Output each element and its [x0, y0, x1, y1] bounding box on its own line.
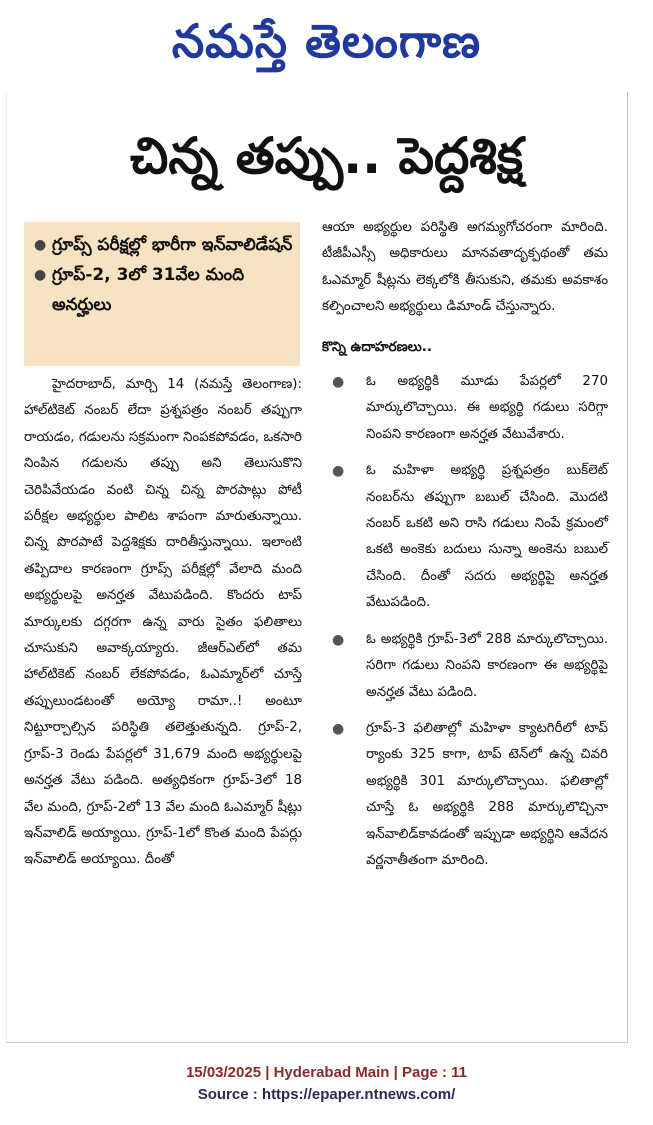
- list-item: [322, 369, 608, 448]
- bullet-icon: ●: [34, 237, 47, 253]
- highlight-item: [24, 230, 300, 260]
- body-paragraph: హైదరాబాద్, మార్చి 14 (నమస్తే తెలంగాణ): హాల్‌టికెట్ నంబర్ లేదా ప్రశ్నపత్రం నంబర్ తప్పుగా రాయడం, గడులను సక్రమంగా నింపకపోవడం, ఒకసారి నింపిన గడులను తప్పు అని తెలుసుకొని చెరిపివేయడం వంటి చిన్న చిన్న పొరపాట్లు పోటీ పరీక్షల అభ్యర్థుల పాలిట శాపంగా మారుతున్నాయి. చిన్న పొరపాటే పెద్దశిక్షకు దారితీస్తున్నాయి. ఇలాంటి తప్పిదాల కారణంగా గ్రూప్స్ పరీక్షల్లో వేలాది మంది అభ్యర్థులపై అనర్హత వేటుపడింది. కొందరు టాప్ మార్కులకు దగ్గరగా ఉన్న వారు సైతం ఫలితాలు చూసుకుని అవాక్కయ్యారు. జీఆర్‌ఎల్‌లో తమ హాల్‌టికెట్ నంబర్ లేకపోవడం, ఓఎమ్మార్‌లో చూస్తే తప్పులుండటంతో అయ్యో రామా..! అంటూ నిట్టూర్చాల్సిన పరిస్థితి తలెత్తుతున్నది. గ్రూప్-2, గ్రూప్-3 రెండు పేపర్లలో 31,679 మంది అభ్యర్థులపై అనర్హత వేటు పడింది. అత్యధికంగా గ్రూప్-3లో 18 వేల మంది, గ్రూప్-2లో 13 వేల మంది ఓఎమ్మార్ షీట్లు ఇన్‌వాలిడ్ అయ్యాయి. గ్రూప్-1లో కొంత మంది పేపర్లు ఇన్‌వాలిడ్ అయ్యాయి. దీంతో: [24, 377, 302, 868]
- highlights-box: [24, 222, 300, 366]
- list-item: [322, 716, 608, 874]
- bullet-icon: ●: [332, 463, 345, 480]
- examples-list: [322, 369, 608, 874]
- bullet-icon: ●: [34, 267, 47, 283]
- body-paragraph: ఆయా అభ్యర్థుల పరిస్థితి అగమ్యగోచరంగా మారింది. టీజీపీఎస్సీ అధికారులు మానవతాదృక్పథంతో తమ ఓఎమ్మార్ షీట్లను లెక్కలోకి తీసుకుని, తమకు అవకాశం కల్పించాలని అభ్యర్థులు డిమాండ్ చేస్తున్నారు.: [322, 220, 608, 315]
- bullet-icon: ●: [332, 374, 345, 391]
- highlight-text: గ్రూప్స్ పరీక్షల్లో భారీగా ఇన్‌వాలిడేషన్: [52, 235, 293, 255]
- source-link[interactable]: Source : https://epaper.ntnews.com/: [197, 1086, 456, 1103]
- masthead-logo: నమస్తే తెలంగాణ: [171, 14, 482, 68]
- examples-heading: కొన్ని ఉదాహరణలు..: [322, 339, 432, 355]
- article-body-left-column: [24, 372, 302, 874]
- list-item: [322, 627, 608, 706]
- article-headline: చిన్న తప్పు.. పెద్దశిక్ష: [130, 127, 523, 185]
- example-text: గ్రూప్-3 ఫలితాల్లో మహిళా క్యాటగిరీలో టాప్ ర్యాంకు 325 కాగా, టాప్ టెన్‌లో ఉన్న చివరి అభ్యర్థికి 301 మార్కులొచ్చాయి. ఫలితాల్లో చూస్తే ఓ అభ్యర్థికి 288 మార్కులొచ్చినా ఇన్‌వాలిడ్‌కావడంతో ఇప్పుడా అభ్యర్థిని ఆవేదన వర్ణనాతీతంగా మారింది.: [366, 720, 608, 868]
- highlight-text: గ్రూప్-2, 3లో 31వేల మంది అనర్హులు: [52, 265, 245, 315]
- list-item: [322, 458, 608, 616]
- article-body-right-column: [322, 215, 608, 884]
- example-text: ఓ మహిళా అభ్యర్థి ప్రశ్నపత్రం బుక్‌లెట్ నంబర్‌ను తప్పుగా బబుల్ చేసింది. మొదటి నంబర్ ఒకటి అని రాసి గడులు నింపే క్రమంలో ఒకటి అంకెకు బదులు సున్నా అంకెను బబుల్ చేసింది. దీంతో సదరు అభ్యర్థిపై అనర్హత వేటుపడింది.: [366, 463, 608, 611]
- example-text: ఓ అభ్యర్థికి గ్రూప్-3లో 288 మార్కులొచ్చాయి. సరిగా గడులు నింపని కారణంగా ఈ అభ్యర్థిపై అనర్హత వేటు పడింది.: [366, 631, 608, 700]
- highlight-item: [24, 260, 300, 320]
- bullet-icon: ●: [332, 631, 345, 648]
- page-footer: [0, 1062, 653, 1106]
- bullet-icon: ●: [332, 720, 345, 737]
- example-text: ఓ అభ్యర్థికి మూడు పేపర్లలో 270 మార్కులొచ్చాయి. ఈ అభ్యర్థి గడులు సరిగ్గా నింపని కారణంగా అనర్హత వేటువేశారు.: [366, 374, 608, 442]
- edition-info: 15/03/2025 | Hyderabad Main | Page : 11: [185, 1064, 468, 1081]
